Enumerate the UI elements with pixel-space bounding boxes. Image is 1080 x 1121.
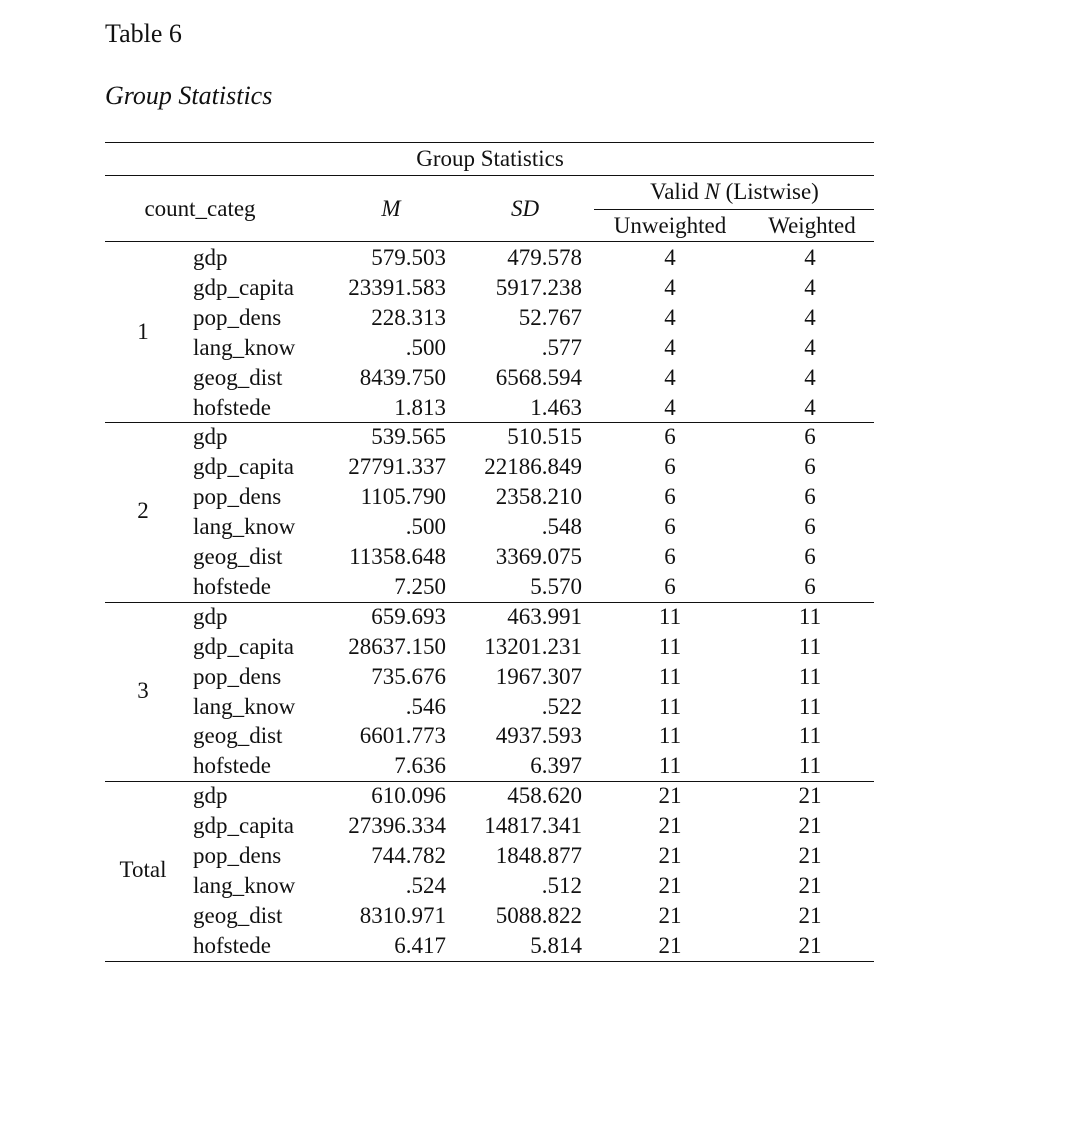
unweighted-n: 11 <box>658 753 682 779</box>
mean-value: 23391.583 <box>348 274 446 300</box>
variable-name: gdp <box>193 603 228 629</box>
mean-value: 228.313 <box>371 304 446 330</box>
weighted-n: 6 <box>804 573 816 599</box>
weighted-n: 4 <box>804 304 816 330</box>
mean-value: 610.096 <box>371 783 446 809</box>
mean-value: .524 <box>405 872 446 898</box>
unweighted-n: 11 <box>658 603 682 629</box>
sd-value: .522 <box>541 693 582 719</box>
sd-value: 22186.849 <box>484 454 582 480</box>
sd-value: 13201.231 <box>484 633 582 659</box>
unweighted-n: 21 <box>658 783 682 809</box>
weighted-n: 11 <box>798 723 822 749</box>
header-valid-n-prefix: Valid <box>650 179 705 204</box>
mean-value: 6601.773 <box>359 723 446 749</box>
mean-value: 8439.750 <box>359 364 446 390</box>
sd-value: .512 <box>541 872 582 898</box>
table-bottom-rule <box>105 961 874 962</box>
variable-name: lang_know <box>193 334 296 360</box>
weighted-n: 4 <box>804 274 816 300</box>
unweighted-n: 4 <box>664 334 676 360</box>
unweighted-n: 4 <box>664 364 676 390</box>
weighted-n: 6 <box>804 424 816 450</box>
mean-value: 1.813 <box>394 394 446 420</box>
weighted-n: 21 <box>798 813 822 839</box>
unweighted-n: 6 <box>664 514 676 540</box>
unweighted-n: 6 <box>664 484 676 510</box>
header-mean: M <box>381 196 401 221</box>
mean-value: 579.503 <box>371 245 446 270</box>
variable-name: hofstede <box>193 573 271 599</box>
sd-value: 3369.075 <box>495 544 582 569</box>
unweighted-n: 6 <box>664 573 676 599</box>
unweighted-n: 21 <box>658 932 682 958</box>
header-weighted: Weighted <box>768 213 856 238</box>
mean-value: .500 <box>405 514 446 540</box>
variable-name: gdp <box>193 783 228 809</box>
sd-value: 6568.594 <box>495 364 582 390</box>
variable-name: gdp_capita <box>193 274 294 300</box>
sd-value: 4937.593 <box>495 723 582 749</box>
mean-value: .546 <box>405 693 446 719</box>
mean-value: 7.636 <box>394 753 446 779</box>
variable-name: lang_know <box>193 514 296 540</box>
unweighted-n: 4 <box>664 394 676 420</box>
variable-name: geog_dist <box>193 364 283 390</box>
mean-value: 8310.971 <box>359 902 446 928</box>
weighted-n: 21 <box>798 932 822 958</box>
unweighted-n: 4 <box>664 245 676 270</box>
group-label: 1 <box>137 318 149 344</box>
sd-value: 458.620 <box>507 783 582 809</box>
unweighted-n: 6 <box>664 454 676 480</box>
sd-value: 5088.822 <box>495 902 582 928</box>
mean-value: 744.782 <box>371 843 446 868</box>
weighted-n: 21 <box>798 843 822 868</box>
unweighted-n: 4 <box>664 274 676 300</box>
mean-value: 539.565 <box>371 424 446 450</box>
unweighted-n: 11 <box>658 663 682 689</box>
sd-value: 2358.210 <box>495 484 582 510</box>
variable-name: geog_dist <box>193 902 283 928</box>
unweighted-n: 4 <box>664 304 676 330</box>
mean-value: 7.250 <box>394 573 446 599</box>
sd-value: 5917.238 <box>495 274 582 300</box>
weighted-n: 4 <box>804 334 816 360</box>
mean-value: 6.417 <box>394 932 446 958</box>
sd-value: 1848.877 <box>495 843 582 868</box>
unweighted-n: 6 <box>664 424 676 450</box>
weighted-n: 21 <box>798 872 822 898</box>
unweighted-n: 6 <box>664 544 676 569</box>
variable-name: lang_know <box>193 693 296 719</box>
header-valid-n-suffix: (Listwise) <box>719 179 819 204</box>
header-sd: SD <box>510 196 540 221</box>
sd-value: .548 <box>541 514 582 540</box>
variable-name: geog_dist <box>193 544 283 569</box>
valid-n-rule <box>594 209 874 210</box>
mean-value: 659.693 <box>371 603 446 629</box>
unweighted-n: 21 <box>658 872 682 898</box>
mean-value: 27396.334 <box>348 813 446 839</box>
weighted-n: 6 <box>804 514 816 540</box>
variable-name: lang_know <box>193 872 296 898</box>
sd-value: .577 <box>541 334 582 360</box>
unweighted-n: 21 <box>658 843 682 868</box>
header-title-rule <box>105 175 874 176</box>
mean-value: 11358.648 <box>349 544 446 569</box>
unweighted-n: 21 <box>658 902 682 928</box>
sd-value: 5.814 <box>530 932 582 958</box>
weighted-n: 11 <box>798 693 822 719</box>
variable-name: gdp <box>193 245 228 270</box>
variable-name: hofstede <box>193 394 271 420</box>
variable-name: hofstede <box>193 932 271 958</box>
weighted-n: 6 <box>804 454 816 480</box>
mean-value: 27791.337 <box>348 454 446 480</box>
weighted-n: 11 <box>798 633 822 659</box>
header-bottom-rule <box>105 241 874 242</box>
sd-value: 14817.341 <box>484 813 582 839</box>
variable-name: hofstede <box>193 753 271 779</box>
unweighted-n: 11 <box>658 723 682 749</box>
unweighted-n: 11 <box>658 693 682 719</box>
variable-name: gdp_capita <box>193 633 294 659</box>
mean-value: 735.676 <box>371 663 446 689</box>
sd-value: 5.570 <box>530 573 582 599</box>
sd-value: 510.515 <box>507 424 582 450</box>
group-label: Total <box>119 856 167 882</box>
variable-name: gdp_capita <box>193 813 294 839</box>
variable-name: gdp_capita <box>193 454 294 480</box>
weighted-n: 11 <box>798 603 822 629</box>
header-valid-n <box>595 177 874 207</box>
weighted-n: 11 <box>798 753 822 779</box>
weighted-n: 21 <box>798 902 822 928</box>
header-valid-n-italic: N <box>704 179 720 204</box>
group-label: 3 <box>137 677 149 703</box>
table-inner-title: Group Statistics <box>416 146 564 171</box>
variable-name: gdp <box>193 424 228 450</box>
table-caption-title: Group Statistics <box>105 81 273 110</box>
variable-name: pop_dens <box>193 484 282 510</box>
sd-value: 1.463 <box>530 394 582 420</box>
sd-value: 479.578 <box>507 245 582 270</box>
sd-value: 1967.307 <box>495 663 582 689</box>
table-number: Table 6 <box>105 19 182 48</box>
weighted-n: 11 <box>798 663 822 689</box>
group-label: 2 <box>137 498 149 524</box>
mean-value: 28637.150 <box>348 633 446 659</box>
weighted-n: 6 <box>804 484 816 510</box>
variable-name: pop_dens <box>193 843 282 868</box>
weighted-n: 4 <box>804 245 816 270</box>
unweighted-n: 11 <box>658 633 682 659</box>
unweighted-n: 21 <box>658 813 682 839</box>
weighted-n: 6 <box>804 544 816 569</box>
weighted-n: 4 <box>804 394 816 420</box>
header-count-categ: count_categ <box>144 196 256 221</box>
mean-value: .500 <box>405 334 446 360</box>
variable-name: pop_dens <box>193 304 282 330</box>
sd-value: 6.397 <box>530 753 582 779</box>
sd-value: 52.767 <box>518 304 582 330</box>
mean-value: 1105.790 <box>360 484 446 510</box>
weighted-n: 4 <box>804 364 816 390</box>
table-top-rule <box>105 142 874 143</box>
weighted-n: 21 <box>798 783 822 809</box>
header-unweighted: Unweighted <box>613 213 727 238</box>
sd-value: 463.991 <box>507 603 582 629</box>
variable-name: pop_dens <box>193 663 282 689</box>
variable-name: geog_dist <box>193 723 283 749</box>
